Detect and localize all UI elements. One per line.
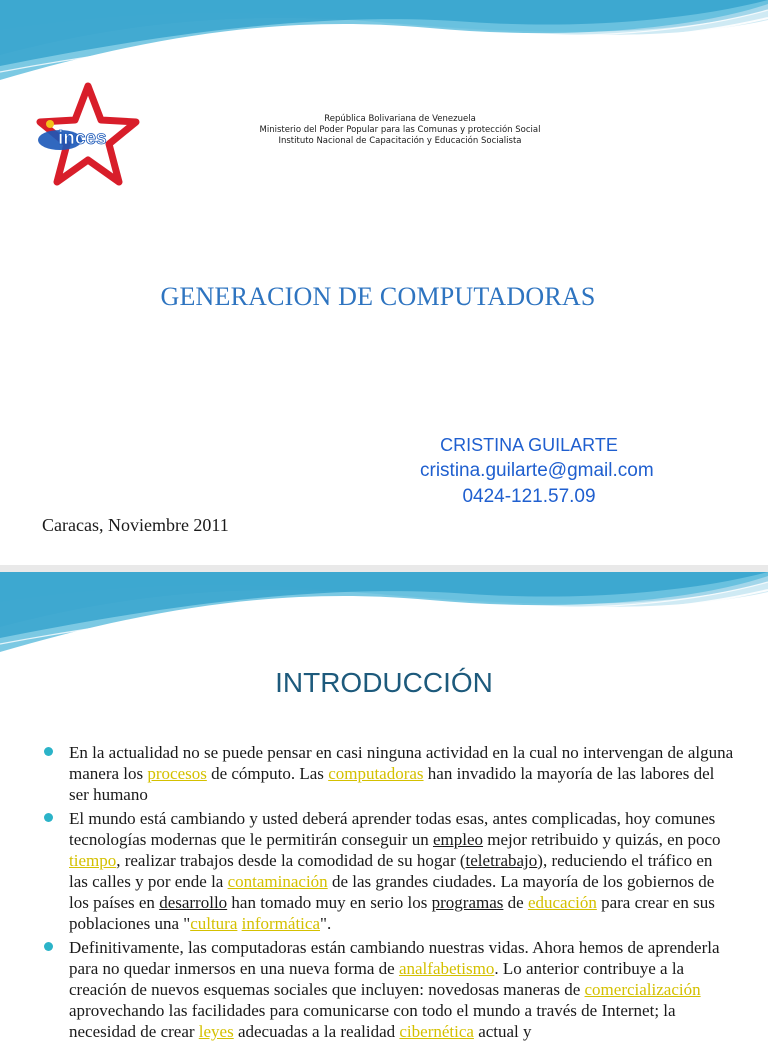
hyperlink[interactable]: comercialización <box>584 980 701 999</box>
bullet-text: El mundo está cambiando y usted deberá aprender todas esas, antes complicadas, hoy comunes tecnologías modernas que le permitirán conseguir un <box>69 809 716 849</box>
underlined-term: empleo <box>432 830 484 849</box>
author-name: CRISTINA GUILARTE <box>440 435 618 455</box>
bullet-dot-icon <box>44 747 53 756</box>
header-line-republic: República Bolivariana de Venezuela <box>324 114 476 124</box>
institution-header <box>230 114 570 147</box>
header-line-institute: Instituto Nacional de Capacitación y Educación Socialista <box>278 136 522 146</box>
bullet-item <box>44 937 734 1042</box>
hyperlink[interactable]: educación <box>527 893 597 912</box>
bullet-text: de las grandes ciudades. La mayoría de los gobiernos de los países en <box>69 872 715 912</box>
bullet-text: de cómputo. Las <box>206 764 329 783</box>
svg-text:inces: inces <box>58 128 107 149</box>
hyperlink[interactable]: cibernética <box>399 1022 474 1041</box>
bullet-text: han tomado muy en serio los <box>227 893 432 912</box>
hyperlink[interactable]: tiempo <box>69 851 117 870</box>
bullet-text: ), reduciendo el tráfico en las calles y por ende la <box>69 851 713 891</box>
hyperlink[interactable]: procesos <box>147 764 207 783</box>
bullet-text: actual y <box>473 1022 532 1041</box>
presentation-title: GENERACION DE COMPUTADORAS <box>160 282 596 311</box>
author-block <box>420 432 654 510</box>
bullet-text: para crear en sus poblaciones una " <box>69 893 715 933</box>
underlined-term: teletrabajo <box>465 851 538 870</box>
header-line-ministry: Ministerio del Poder Popular para las Comunas y protección Social <box>259 125 541 135</box>
bullet-item <box>44 808 734 934</box>
slide-separator <box>0 565 768 572</box>
place-date: Caracas, Noviembre 2011 <box>42 515 229 535</box>
hyperlink[interactable]: cultura <box>190 914 238 933</box>
header-wave-decoration <box>0 572 768 672</box>
bullet-text: En la actualidad no se puede pensar en casi ninguna actividad en la cual no intervengan de alguna manera los <box>69 743 734 783</box>
bullet-text: han invadido la mayoría de las labores del ser humano <box>69 764 715 804</box>
bullet-list <box>44 742 734 1045</box>
bullet-item <box>44 742 734 805</box>
bullet-text: ". <box>320 914 332 933</box>
hyperlink[interactable]: informática <box>241 914 320 933</box>
section-title: INTRODUCCIÓN <box>275 667 493 698</box>
hyperlink[interactable]: computadoras <box>328 764 424 783</box>
bullet-dot-icon <box>44 942 53 951</box>
bullet-text: mejor retribuido y quizás, en poco <box>483 830 721 849</box>
bullet-text: . Lo anterior contribuye a la creación de nuevos esquemas sociales que incluyen: novedosas maneras de <box>69 959 685 999</box>
author-phone: 0424-121.57.09 <box>462 486 596 507</box>
underlined-term: programas <box>431 893 504 912</box>
underlined-term: desarrollo <box>159 893 228 912</box>
author-email[interactable]: cristina.guilarte@gmail.com <box>420 460 654 481</box>
bullet-dot-icon <box>44 813 53 822</box>
bullet-text: de <box>503 893 528 912</box>
bullet-text: aprovechando las facilidades para comunicarse con todo el mundo a través de Internet; la necesidad de crear <box>69 1001 676 1041</box>
hyperlink[interactable]: analfabetismo <box>398 959 495 978</box>
introduction-slide <box>0 572 768 1041</box>
bullet-text: adecuadas a la realidad <box>233 1022 400 1041</box>
inces-logo <box>22 82 140 190</box>
hyperlink[interactable]: contaminación <box>227 872 328 891</box>
hyperlink[interactable]: leyes <box>198 1022 234 1041</box>
bullet-text: , realizar trabajos desde la comodidad de su hogar ( <box>116 851 466 870</box>
bullet-text: Definitivamente, las computadoras están cambiando nuestras vidas. Ahora hemos de aprenderla para no quedar inmersos en una nueva forma de <box>69 938 720 978</box>
